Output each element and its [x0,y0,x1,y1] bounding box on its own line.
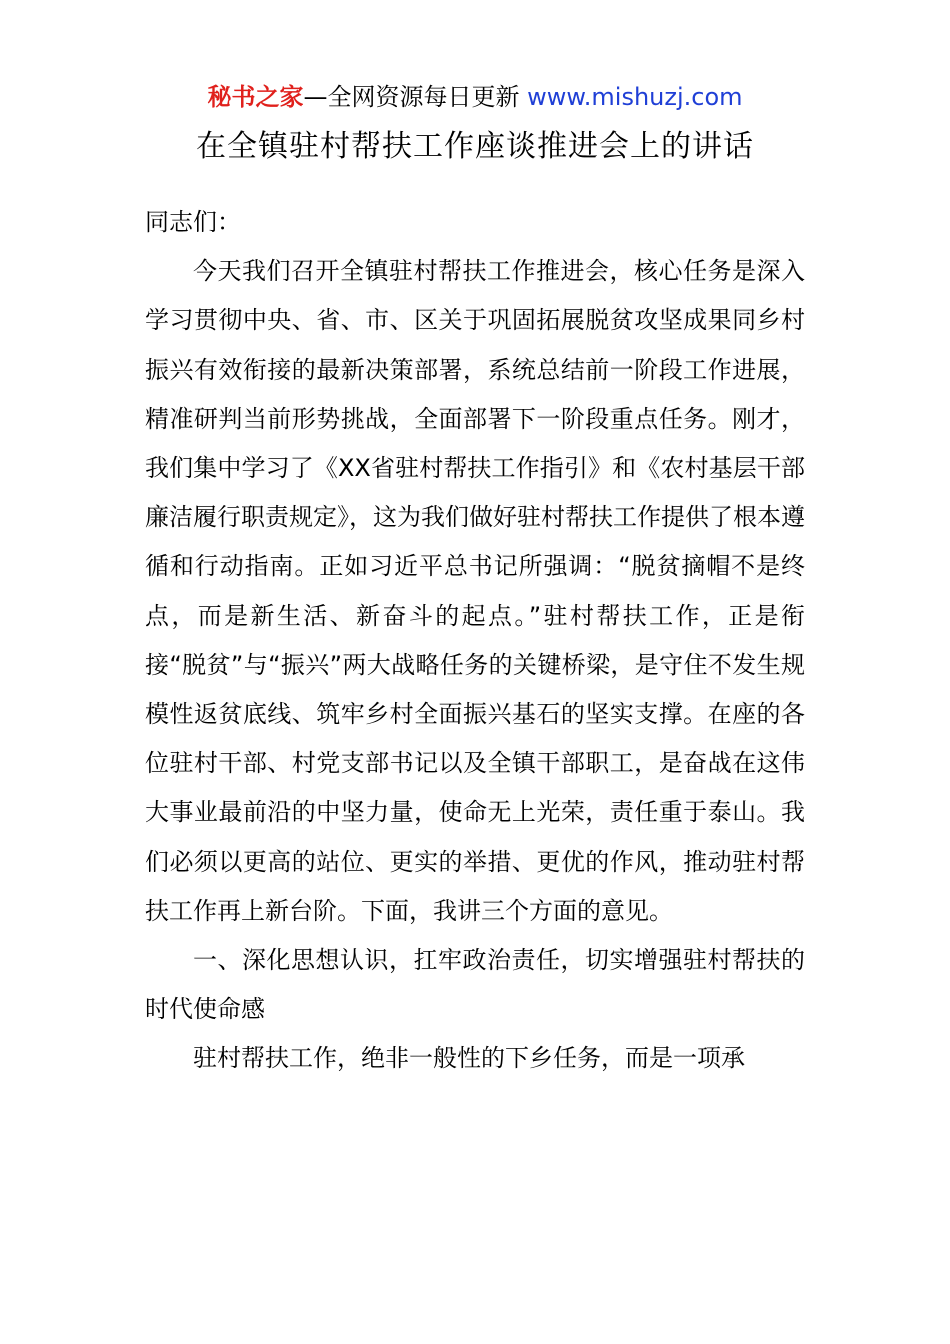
site-header [0,80,950,114]
site-url-link[interactable]: www.mishuzj.com [527,83,743,111]
document-body [145,198,805,1084]
section-heading: 一、深化思想认识，扛牢政治责任，切实增强驻村帮扶的时代使命感 [145,946,805,1024]
document-title: 在全镇驻村帮扶工作座谈推进会上的讲话 [196,129,754,164]
brand-name: 秘书之家 [207,83,304,111]
body-paragraph: 今天我们召开全镇驻村帮扶工作推进会，核心任务是深入学习贯彻中央、省、市、区关于巩固拓展脱贫攻坚成果同乡村振兴有效衔接的最新决策部署，系统总结前一阶段工作进展，精准研判当前形势挑战，全面部署下一阶段重点任务。刚才，我们集中学习了《XX省驻村帮扶工作指引》和《农村基层干部廉洁履行职责规定》，这为我们做好驻村帮扶工作提供了根本遵循和行动指南。正如习近平总书记所强调：“脱贫摘帽不是终点，而是新生活、新奋斗的起点。”驻村帮扶工作，正是衔接“脱贫”与“振兴”两大战略任务的关键桥梁，是守住不发生规模性返贫底线、筑牢乡村全面振兴基石的坚实支撑。在座的各位驻村干部、村党支部书记以及全镇干部职工，是奋战在这伟大事业最前沿的中坚力量，使命无上光荣，责任重于泰山。我们必须以更高的站位、更实的举措、更优的作风，推动驻村帮扶工作再上新台阶。下面，我讲三个方面的意见。 [145,257,805,925]
header-tagline: —全网资源每日更新 [303,83,528,111]
body-paragraph: 驻村帮扶工作，绝非一般性的下乡任务，而是一项承 [193,1044,745,1073]
salutation: 同志们： [145,208,241,236]
